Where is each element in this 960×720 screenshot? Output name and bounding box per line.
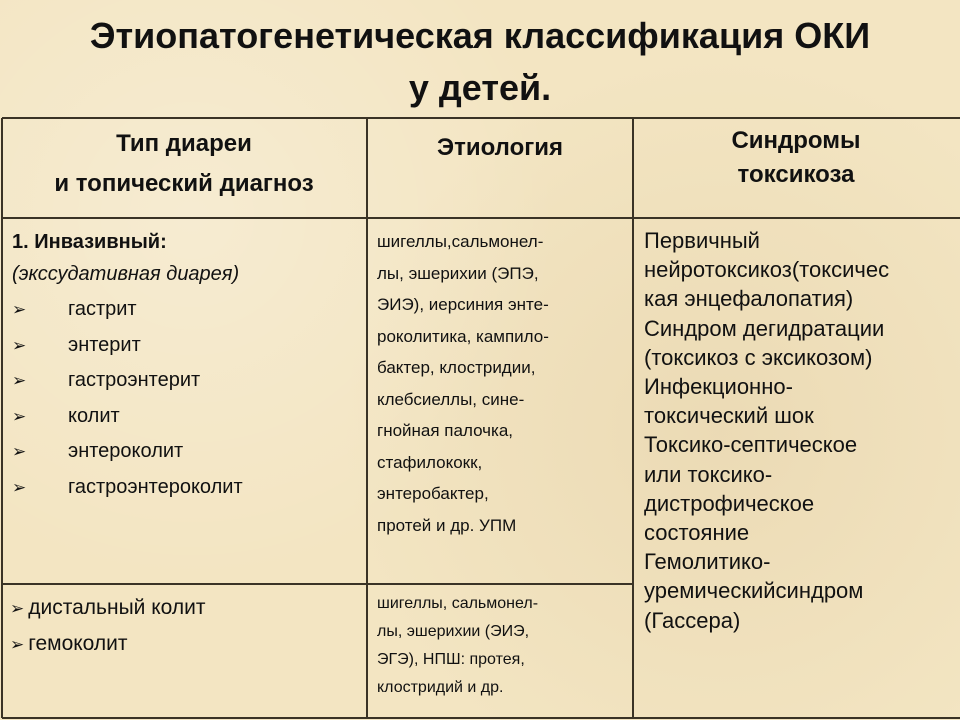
etiology-line: стафилококк, bbox=[377, 452, 483, 472]
distal-cell bbox=[10, 590, 360, 662]
list-item-label: гастрит bbox=[68, 298, 137, 320]
header-col3-line2: токсикоза bbox=[737, 161, 855, 188]
invasive-subtitle: (экссудативная диарея) bbox=[12, 263, 240, 285]
header-col1-line2: и топический диагноз bbox=[54, 170, 314, 197]
invasive-list bbox=[12, 292, 362, 505]
syndrome-line: или токсико- bbox=[644, 461, 773, 487]
syndrome-line: (токсикоз с эксикозом) bbox=[644, 344, 873, 370]
list-item-label: дистальный колит bbox=[28, 596, 206, 619]
arrow-bullet-icon: ➢ bbox=[12, 335, 27, 355]
etiology-line: роколитика, кампило- bbox=[377, 326, 549, 346]
etiology-invasive-cell bbox=[377, 226, 627, 541]
etiology-line: лы, эшерихии (ЭИЭ, bbox=[377, 623, 530, 640]
header-type-of-diarrhea bbox=[4, 124, 364, 204]
etiology-line: шигеллы,сальмонел- bbox=[377, 232, 544, 251]
slide-title-line2: у детей. bbox=[408, 67, 552, 108]
arrow-bullet-icon: ➢ bbox=[10, 635, 25, 654]
list-item bbox=[12, 292, 362, 328]
header-toxicosis-syndromes bbox=[636, 124, 956, 192]
arrow-bullet-icon: ➢ bbox=[12, 442, 27, 461]
list-item bbox=[12, 399, 362, 435]
etiology-line: энтеробактер, bbox=[377, 484, 489, 503]
list-item bbox=[12, 434, 362, 470]
syndrome-line: дистрофическое bbox=[644, 490, 815, 516]
syndrome-line: Инфекционно- bbox=[644, 374, 793, 400]
header-col2: Этиология bbox=[437, 134, 563, 161]
header-col3-line1: Синдромы bbox=[731, 127, 861, 154]
syndromes-cell bbox=[644, 226, 954, 635]
arrow-bullet-icon: ➢ bbox=[10, 599, 25, 618]
syndrome-line: (Гассера) bbox=[644, 607, 741, 633]
syndrome-line: Первичный bbox=[644, 228, 760, 253]
arrow-bullet-icon: ➢ bbox=[12, 300, 27, 319]
etiology-distal-cell bbox=[377, 590, 627, 702]
etiology-line: лы, эшерихии (ЭПЭ, bbox=[377, 263, 539, 283]
etiology-line: ЭГЭ), НПШ: протея, bbox=[377, 651, 525, 668]
syndrome-line: нейротоксикоз(токсичес bbox=[644, 257, 890, 283]
etiology-line: протей и др. УПМ bbox=[377, 515, 517, 535]
list-item-label: гастроэнтероколит bbox=[68, 475, 243, 498]
etiology-line: клебсиеллы, сине- bbox=[377, 389, 525, 409]
list-item-label: гастроэнтерит bbox=[68, 369, 201, 391]
syndrome-line: Синдром дегидратации bbox=[644, 315, 885, 341]
list-item-label: энтероколит bbox=[68, 440, 184, 462]
header-col1-line1: Тип диареи bbox=[116, 130, 252, 157]
list-item-label: энтерит bbox=[68, 333, 141, 356]
syndrome-line: Гемолитико- bbox=[644, 549, 771, 575]
arrow-bullet-icon: ➢ bbox=[12, 371, 27, 390]
syndrome-line: кая энцефалопатия) bbox=[644, 286, 854, 312]
etiology-line: клостридий и др. bbox=[377, 679, 504, 696]
list-item bbox=[12, 363, 362, 399]
slide-title-line1: Этиопатогенетическая классификация ОКИ bbox=[89, 15, 871, 56]
list-item bbox=[10, 626, 360, 662]
syndrome-line: уремическийсиндром bbox=[644, 578, 864, 604]
etiology-line: шигеллы, сальмонел- bbox=[377, 595, 539, 612]
etiology-line: бактер, клостридии, bbox=[377, 358, 536, 377]
invasive-cell bbox=[12, 226, 362, 505]
arrow-bullet-icon: ➢ bbox=[12, 477, 27, 497]
header-etiology bbox=[370, 128, 630, 168]
list-item bbox=[12, 470, 362, 506]
slide-title bbox=[0, 10, 960, 114]
syndrome-line: состояние bbox=[644, 520, 750, 546]
list-item bbox=[10, 590, 360, 626]
list-item-label: колит bbox=[68, 404, 120, 427]
invasive-title: 1. Инвазивный: bbox=[12, 231, 167, 253]
syndrome-line: Токсико-септическое bbox=[644, 432, 858, 458]
list-item bbox=[12, 328, 362, 364]
syndrome-line: токсический шок bbox=[644, 403, 814, 429]
arrow-bullet-icon: ➢ bbox=[12, 406, 27, 426]
list-item-label: гемоколит bbox=[28, 632, 128, 655]
etiology-line: гнойная палочка, bbox=[377, 421, 514, 440]
etiology-line: ЭИЭ), иерсиния энте- bbox=[377, 295, 549, 314]
